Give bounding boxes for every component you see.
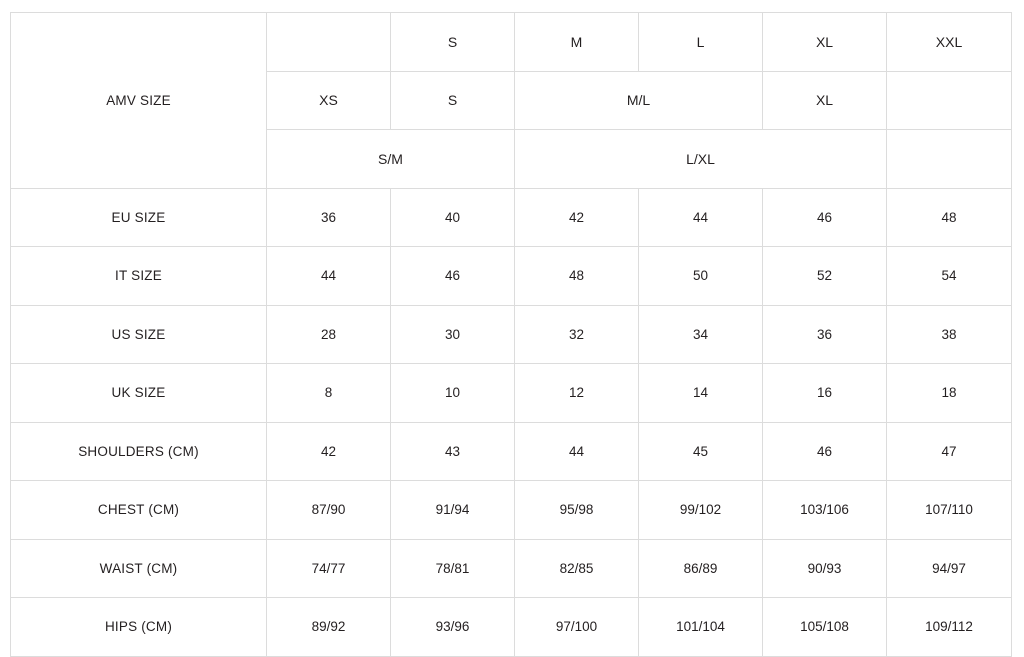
cell: 44 [639,188,763,247]
table-row [11,539,1012,598]
cell: 74/77 [267,539,391,598]
row-label: UK SIZE [11,364,267,423]
cell: 36 [267,188,391,247]
cell: 43 [391,422,515,481]
row-label: EU SIZE [11,188,267,247]
table-row [11,305,1012,364]
row-label: IT SIZE [11,247,267,306]
cell: 91/94 [391,481,515,540]
cell: 8 [267,364,391,423]
cell: 89/92 [267,598,391,657]
cell: 78/81 [391,539,515,598]
cell: 18 [887,364,1012,423]
row-label: WAIST (CM) [11,539,267,598]
combined-cell-blank [887,130,1012,189]
alpha-cell-blank [887,71,1012,130]
size-chart-table [10,12,1012,657]
cell: 46 [763,422,887,481]
cell: 44 [515,422,639,481]
cell: 12 [515,364,639,423]
cell: 48 [515,247,639,306]
header-cell-blank-xs [267,13,391,72]
cell: 28 [267,305,391,364]
cell: 109/112 [887,598,1012,657]
cell: 47 [887,422,1012,481]
cell: 46 [391,247,515,306]
cell: 103/106 [763,481,887,540]
row-label: SHOULDERS (CM) [11,422,267,481]
cell: 34 [639,305,763,364]
combined-cell-sm: S/M [267,130,515,189]
cell: 107/110 [887,481,1012,540]
row-label: US SIZE [11,305,267,364]
table-row [11,598,1012,657]
cell: 50 [639,247,763,306]
header-cell-xxl: XXL [887,13,1012,72]
cell: 82/85 [515,539,639,598]
cell: 32 [515,305,639,364]
amv-size-label: AMV SIZE [11,13,267,189]
cell: 30 [391,305,515,364]
size-chart-body [11,13,1012,657]
cell: 94/97 [887,539,1012,598]
alpha-cell-s: S [391,71,515,130]
cell: 86/89 [639,539,763,598]
cell: 93/96 [391,598,515,657]
header-cell-l: L [639,13,763,72]
table-row [11,247,1012,306]
cell: 42 [515,188,639,247]
cell: 54 [887,247,1012,306]
cell: 38 [887,305,1012,364]
cell: 16 [763,364,887,423]
table-row [11,188,1012,247]
table-row [11,422,1012,481]
cell: 99/102 [639,481,763,540]
header-row-primary [11,13,1012,72]
header-cell-m: M [515,13,639,72]
table-row [11,481,1012,540]
cell: 14 [639,364,763,423]
header-cell-xl: XL [763,13,887,72]
cell: 90/93 [763,539,887,598]
combined-cell-lxl: L/XL [515,130,887,189]
cell: 97/100 [515,598,639,657]
cell: 48 [887,188,1012,247]
cell: 52 [763,247,887,306]
row-label: HIPS (CM) [11,598,267,657]
alpha-cell-xs: XS [267,71,391,130]
row-label: CHEST (CM) [11,481,267,540]
alpha-cell-xl: XL [763,71,887,130]
cell: 101/104 [639,598,763,657]
cell: 95/98 [515,481,639,540]
cell: 10 [391,364,515,423]
cell: 44 [267,247,391,306]
cell: 42 [267,422,391,481]
alpha-cell-ml: M/L [515,71,763,130]
cell: 40 [391,188,515,247]
cell: 105/108 [763,598,887,657]
cell: 45 [639,422,763,481]
cell: 87/90 [267,481,391,540]
cell: 46 [763,188,887,247]
cell: 36 [763,305,887,364]
table-row [11,364,1012,423]
header-cell-s: S [391,13,515,72]
